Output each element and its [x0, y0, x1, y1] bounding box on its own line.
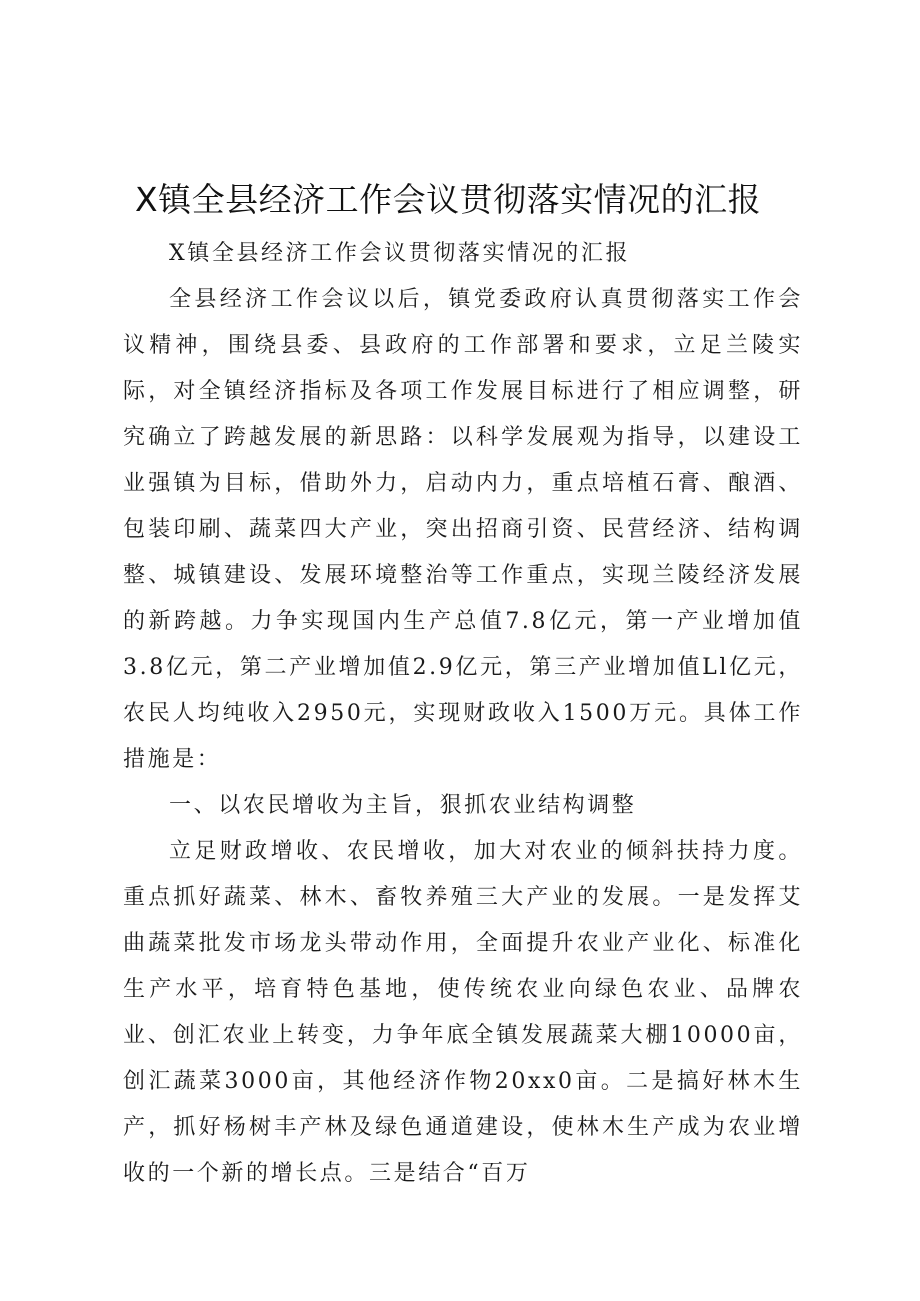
paragraph-intro: 全县经济工作会议以后，镇党委政府认真贯彻落实工作会议精神，围绕县委、县政府的工作部署和要求，立足兰陵实际，对全镇经济指标及各项工作发展目标进行了相应调整，研究确立了跨越发展的新思路：以科学发展观为指导，以建设工业强镇为目标，借助外力，启动内力，重点培植石膏、酿酒、包装印刷、蔬菜四大产业，突出招商引资、民营经济、结构调整、城镇建设、发展环境整治等工作重点，实现兰陵经济发展的新跨越。力争实现国内生产总值7.8亿元，第一产业增加值3.8亿元，第二产业增加值2.9亿元，第三产业增加值Ll亿元，农民人均纯收入2950元，实现财政收入1500万元。具体工作措施是：	[123, 287, 803, 772]
document-title: X镇全县经济工作会议贯彻落实情况的汇报	[135, 180, 762, 219]
section-heading-1: 一、以农民增收为主旨，狠抓农业结构调整	[169, 793, 637, 818]
document-subtitle: X镇全县经济工作会议贯彻落实情况的汇报	[169, 241, 631, 266]
document-body	[123, 231, 803, 1197]
paragraph-agriculture: 立足财政增收、农民增收，加大对农业的倾斜扶持力度。重点抓好蔬菜、林木、畜牧养殖三大产业的发展。一是发挥艾曲蔬菜批发市场龙头带动作用，全面提升农业产业化、标准化生产水平，培育特色基地，使传统农业向绿色农业、品牌农业、创汇农业上转变，力争年底全镇发展蔬菜大棚10000亩，创汇蔬菜3000亩，其他经济作物20xx0亩。二是搞好林木生产，抓好杨树丰产林及绿色通道建设，使林木生产成为农业增收的一个新的增长点。三是结合“百万	[123, 839, 803, 1186]
